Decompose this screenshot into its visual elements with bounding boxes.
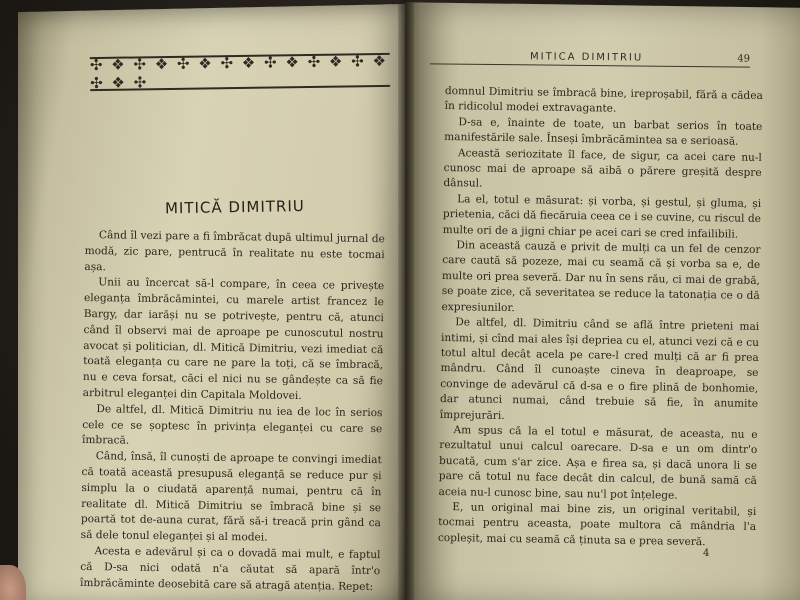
chapter-title: MITICĂ DIMITRIU bbox=[164, 196, 305, 218]
paragraph: E, un original mai bine zis, un original veritabil, și tocmai pentru aceasta, poate multora că mândria l'a copleșit, mai cu seamă că ținuta sa e prea severă. bbox=[437, 501, 757, 548]
paragraph: Această seriozitate îl face, de sigur, ca acei care nu-l cunosc mai de aproape să aibă o părere greșită despre dânsul. bbox=[443, 146, 762, 191]
page-number: 49 bbox=[737, 53, 751, 65]
ornamental-header-band bbox=[90, 53, 390, 91]
book-spine bbox=[398, 0, 414, 600]
paragraph: Acesta e adevărul și ca o dovadă mai mult, e faptul că D-sa nici odată n'a căutat să apară într'o îmbrăcăminte deosebită care să atragă atenția. Repet: bbox=[79, 545, 381, 593]
paragraph: Am spus că la el totul e măsurat, de aceasta, nu e rezultatul unui calcul oarecare. D-sa e un om dintr'o bucată, cum s'ar zice. Așa e firea sa, și dacă unora li se pare că totul nu face decât din calcul, de bună samă că aceia nu-l cunosc bine, sau nu'l pot înțelege. bbox=[438, 424, 758, 502]
paragraph: De altfel, dl. Dimitriu când se află între prieteni mai intimi, și cînd mai ales își depriea cu el, atunci vezi că e cu totul altul decât acela pe care-l cred mulți că ar fi prea mândru. Când îl cunoaște cineva în deaproape, se convinge de adevărul că d-sa e o fire plină de bonhomie, dar atunci numai, când trebuie să fie, în anumite împrejurări. bbox=[439, 316, 760, 422]
ornament-text: ✣ ❖ ✣ ❖ ✣ ❖ ✣ ❖ ✣ ❖ ✣ ❖ ✣ ❖ ✣ ❖ ✣ bbox=[89, 51, 389, 93]
paragraph: De altfel, dl. Mitică Dimitriu nu iea de loc în serios cele ce se șoptesc în privința eleganței cu care se îmbracă. bbox=[81, 402, 383, 447]
paragraph: Când, însă, îl cunoști de aproape te convingi imediat că toată această presupusă eleganță se reduce pur și simplu la o ciudată aparență numai, pentru că în realitate dl. Mitică Dimitriu se îmbracă bine și se poartă tot de-auna curat, fără să-i treacă prin gând ca să dele tonul eleganței și al modei. bbox=[80, 450, 382, 544]
left-page-text bbox=[80, 228, 385, 595]
paragraph: D-sa e, înainte de toate, un barbat serios în toate manifestările sale. Înseși îmbrăcămintea sa e serioasă. bbox=[444, 116, 763, 148]
paragraph: Când îl vezi pare a fi îmbrăcat după ultimul jurnal de modă, zic pare, pentrucă în realitate nu este tocmai așa. bbox=[84, 229, 385, 273]
paragraph: La el, totul e măsurat: și vorba, și gestul, și gluma, și prietenia, căci dă fiecăruia ceea ce i se cuvine, cu riscul de multe ori de a jigni chiar pe acei cari se cred infailibili. bbox=[442, 193, 762, 241]
right-page-text bbox=[438, 84, 763, 551]
signature-mark: 4 bbox=[703, 548, 710, 559]
paragraph: domnul Dimitriu se îmbracă bine, ireproșabil, fără a cădea în ridicolul modei extravagante. bbox=[444, 84, 763, 116]
paragraph: Unii au încercat să-l compare, în ceea ce privește eleganța îmbrăcămintei, cu marele artist francez le Bargy, dar iarăși nu se potrivește, pentru că, atunci când îl observi mai de aproape pe cunoscutul nostru avocat și politician, dl. Mitică Dimitriu, vezi imediat că toată eleganța cu care ne pare la toți, că se îmbracă, nu e ceva forsat, căci el nici nu se gândește ca să fie arbitrul eleganței din Capitala Moldovei. bbox=[82, 276, 385, 403]
running-title: MITICA DIMITRIU bbox=[529, 51, 644, 64]
paragraph: Din această cauză e privit de mulți ca un fel de cenzor care caută să pozeze, mai cu seamă că și vorba sa e, de multe ori prea severă. Dar nu în sens rău, ci mai de grabă, se poate zice, că severitatea se reduce la tatonația ce o dă expresiunilor. bbox=[441, 239, 761, 314]
